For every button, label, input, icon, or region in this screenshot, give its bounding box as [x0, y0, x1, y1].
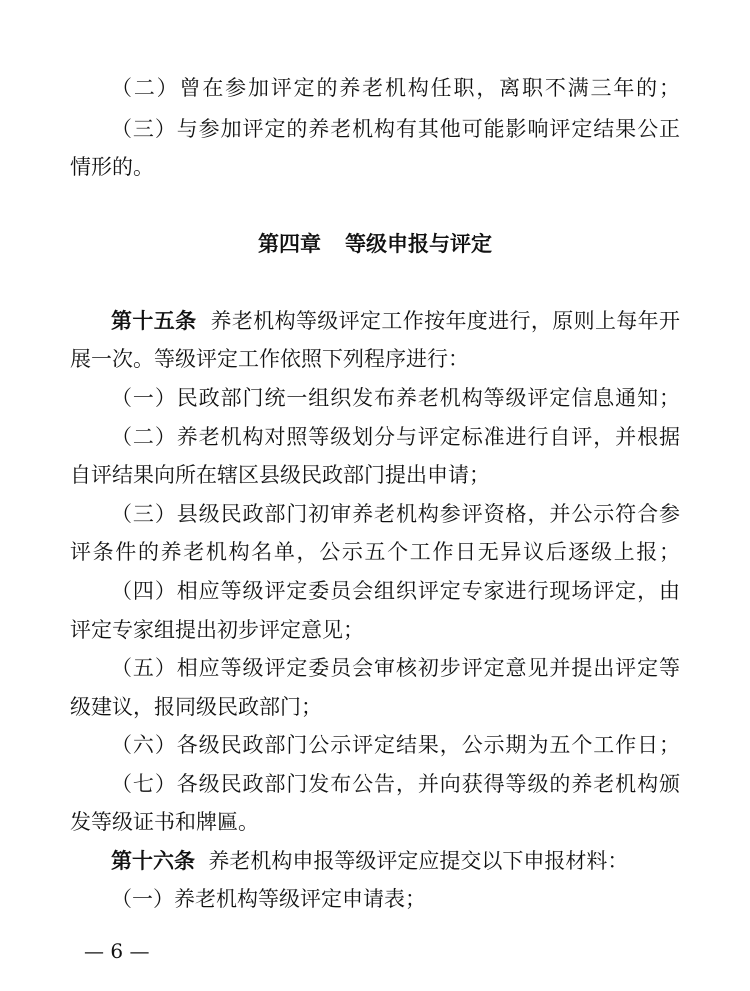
paragraph-line: （一）民政部门统一组织发布养老机构等级评定信息通知； — [111, 386, 680, 410]
paragraph-line: （七）各级民政部门发布公告，并向获得等级的养老机构颁 — [111, 772, 680, 796]
paragraph-line: （四）相应等级评定委员会组织评定专家进行现场评定，由 — [111, 579, 680, 603]
paragraph-line: 评定专家组提出初步评定意见； — [70, 618, 364, 642]
paragraph-line: （五）相应等级评定委员会审核初步评定意见并提出评定等 — [111, 656, 680, 680]
paragraph-line: 展一次。等级评定工作依照下列程序进行： — [70, 347, 469, 371]
article-number: 第十六条 — [111, 849, 195, 873]
paragraph-line: 情形的。 — [70, 155, 154, 179]
paragraph-line: 评条件的养老机构名单，公示五个工作日无异议后逐级上报； — [70, 540, 680, 564]
paragraph-line: 发等级证书和牌匾。 — [70, 810, 259, 834]
article-number: 第十五条 — [111, 309, 197, 333]
paragraph-line: 自评结果向所在辖区县级民政部门提出申请； — [70, 463, 490, 487]
article-line — [111, 306, 680, 336]
article-text: 养老机构申报等级评定应提交以下申报材料： — [208, 849, 629, 873]
chapter-number: 第四章 — [258, 232, 321, 256]
paragraph-line: （三）与参加评定的养老机构有其他可能影响评定结果公正 — [111, 117, 680, 141]
article-text: 养老机构等级评定工作按年度进行，原则上每年开 — [210, 309, 681, 333]
paragraph-line: （二）养老机构对照等级划分与评定标准进行自评，并根据 — [111, 425, 680, 449]
chapter-title: 等级申报与评定 — [345, 232, 492, 256]
paragraph-line: （二）曾在参加评定的养老机构任职，离职不满三年的； — [111, 76, 680, 100]
paragraph-line: 级建议，报同级民政部门； — [70, 695, 322, 719]
chapter-heading — [0, 229, 750, 259]
paragraph-line: （三）县级民政部门初审养老机构参评资格，并公示符合参 — [111, 502, 680, 526]
paragraph-line: （一）养老机构等级评定申请表； — [111, 887, 426, 911]
article-line — [111, 846, 680, 876]
paragraph-line: （六）各级民政部门公示评定结果，公示期为五个工作日； — [111, 733, 680, 757]
page-number: — 6 — — [84, 939, 150, 963]
